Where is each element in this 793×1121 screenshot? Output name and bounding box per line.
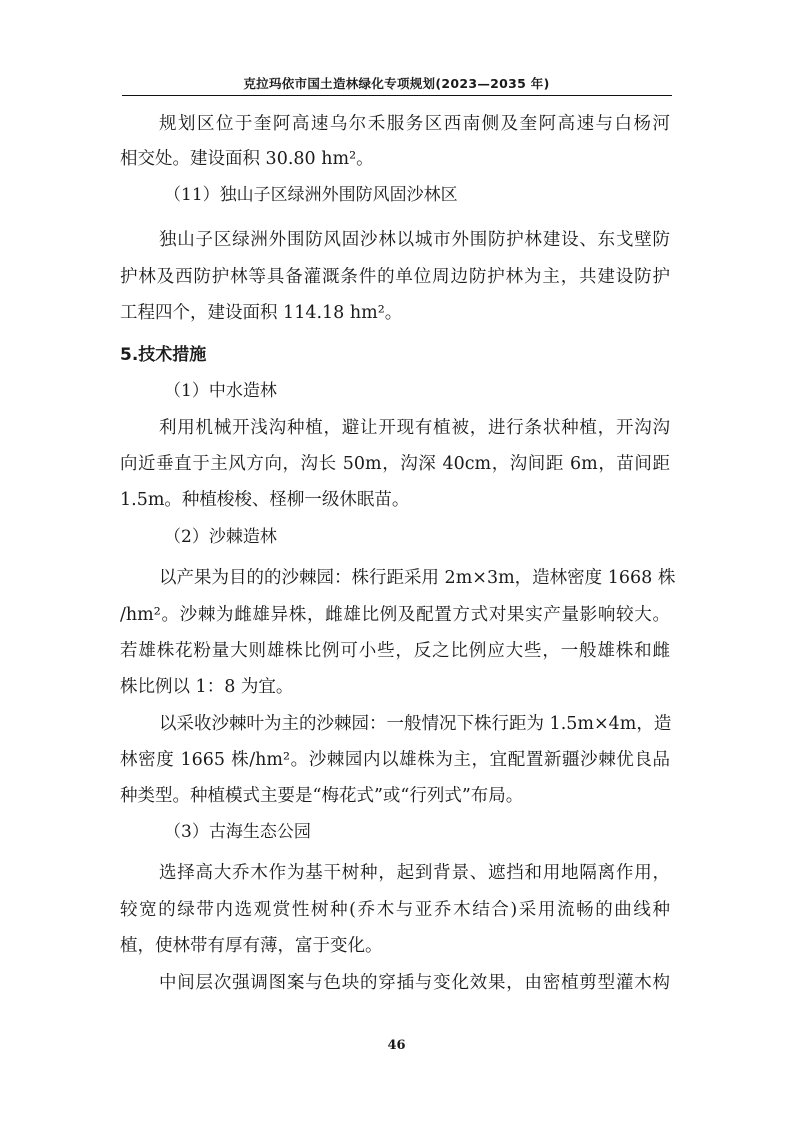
text-line: 中间层次强调图案与色块的穿插与变化效果，由密植剪型灌木构 [159,973,670,993]
text-line: 林密度 1665 株/hm²。沙棘园内以雄株为主，宜配置新疆沙棘优良品 [120,750,670,770]
text-line: 若雄株花粉量大则雄株比例可小些，反之比例应大些，一般雄株和雌 [120,641,670,661]
text-line: 规划区位于奎阿高速乌尔禾服务区西南侧及奎阿高速与白杨河 [159,114,670,134]
text-line: 以采收沙棘叶为主的沙棘园：一般情况下株行距为 1.5m×4m，造 [159,714,672,734]
header-rule [122,95,672,96]
subsection-title: （11）独山子区绿洲外围防风固沙林区 [164,185,458,205]
text-line: 1.5m。种植梭梭、柽柳一级休眠苗。 [120,490,410,510]
section-heading: 5.技术措施 [120,345,207,365]
text-line: /hm²。沙棘为雌雄异株，雌雄比例及配置方式对果实产量影响较大。 [120,605,670,625]
text-line: 较宽的绿带内选观赏性树种(乔木与亚乔木结合)采用流畅的曲线种 [120,900,670,920]
text-line: 种类型。种植模式主要是“梅花式”或“行列式”布局。 [120,786,524,806]
text-line: 护林及西防护林等具备灌溉条件的单位周边防护林为主，共建设防护 [120,267,670,287]
text-line: 以产果为目的的沙棘园：株行距采用 2m×3m，造林密度 1668 株 [159,568,676,588]
text-line: 选择高大乔木作为基干树种，起到背景、遮挡和用地隔离作用， [159,863,670,883]
text-line: 株比例以 1：8 为宜。 [120,677,294,697]
text-line: 向近垂直于主风方向，沟长 50m，沟深 40cm，沟间距 6m，苗间距 [120,454,670,474]
text-line: 植，使林带有厚有薄，富于变化。 [120,936,383,956]
page-number: 46 [387,1038,406,1053]
subsection-title: （3）古海生态公园 [164,822,311,842]
page-header: 克拉玛依市国土造林绿化专项规划(2023—2035 年) [243,76,550,91]
text-line: 相交处。建设面积 30.80 hm²。 [120,149,374,169]
subsection-title: （2）沙棘造林 [164,527,277,547]
subsection-title: （1）中水造林 [164,381,277,401]
text-line: 工程四个，建设面积 114.18 hm²。 [120,303,403,323]
text-line: 利用机械开浅沟种植，避让开现有植被，进行条状种植，开沟沟 [159,418,670,438]
text-line: 独山子区绿洲外围防风固沙林以城市外围防护林建设、东戈壁防 [159,230,670,250]
